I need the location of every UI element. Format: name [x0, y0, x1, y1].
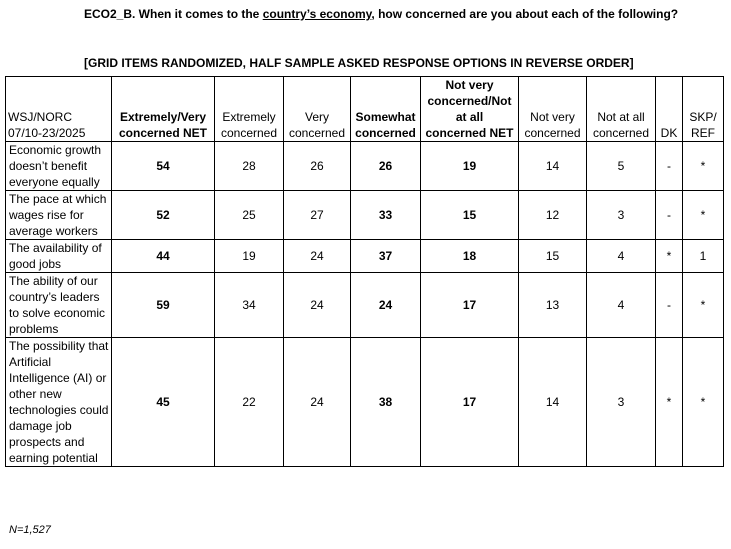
question-underlined: country’s economy — [262, 7, 372, 21]
col-header-not-very — [519, 77, 587, 142]
results-table — [5, 76, 724, 467]
col-header-somewhat — [351, 77, 421, 142]
cell-value: - — [656, 273, 683, 338]
cell-value: 37 — [351, 240, 421, 273]
cell-value: 18 — [421, 240, 519, 273]
cell-value: 1 — [683, 240, 724, 273]
cell-value: 45 — [112, 338, 215, 467]
cell-value: 19 — [421, 142, 519, 191]
cell-value: * — [683, 142, 724, 191]
row-label: The possibility that Artificial Intelligence (AI) or other new technologies could damage job prospects and earning potential — [6, 338, 112, 467]
cell-value: 34 — [215, 273, 284, 338]
col-header-not-very-not-at-all-net — [421, 77, 519, 142]
cell-value: 24 — [284, 338, 351, 467]
cell-value: 13 — [519, 273, 587, 338]
cell-value: 3 — [587, 338, 656, 467]
cell-value: 28 — [215, 142, 284, 191]
cell-value: 17 — [421, 338, 519, 467]
instruction-text: [GRID ITEMS RANDOMIZED, HALF SAMPLE ASKED RESPONSE OPTIONS IN REVERSE ORDER] — [84, 56, 634, 70]
question-text — [84, 6, 684, 22]
row-label: The availability of good jobs — [6, 240, 112, 273]
cell-value: * — [683, 273, 724, 338]
cell-value: 4 — [587, 273, 656, 338]
question-prefix: ECO2_B. When it comes to the — [84, 7, 263, 21]
cell-value: 17 — [421, 273, 519, 338]
cell-value: 19 — [215, 240, 284, 273]
sample-size-note: N=1,527 — [9, 524, 51, 536]
header-line: concerned — [524, 126, 581, 140]
cell-value: 54 — [112, 142, 215, 191]
cell-value: 26 — [351, 142, 421, 191]
cell-value: 33 — [351, 191, 421, 240]
table-row — [6, 240, 724, 273]
header-line: Not very — [445, 78, 494, 92]
cell-value: 25 — [215, 191, 284, 240]
cell-value: 12 — [519, 191, 587, 240]
col-header-dk — [656, 77, 683, 142]
cell-value: - — [656, 191, 683, 240]
col-header-skp-ref — [683, 77, 724, 142]
cell-value: 24 — [351, 273, 421, 338]
cell-value: 24 — [284, 273, 351, 338]
cell-value: 44 — [112, 240, 215, 273]
cell-value: 38 — [351, 338, 421, 467]
cell-value: * — [683, 191, 724, 240]
row-label: The ability of our country’s leaders to solve economic problems — [6, 273, 112, 338]
cell-value: 24 — [284, 240, 351, 273]
header-line: concerned — [220, 126, 278, 140]
header-line: concerned/Not — [427, 94, 512, 108]
header-line: Very — [304, 110, 329, 124]
corner-line: WSJ/NORC — [8, 110, 72, 124]
cell-value: 5 — [587, 142, 656, 191]
table-row — [6, 338, 724, 467]
cell-value: 27 — [284, 191, 351, 240]
table-row — [6, 273, 724, 338]
cell-value: 59 — [112, 273, 215, 338]
header-line: DK — [660, 126, 678, 140]
cell-value: 3 — [587, 191, 656, 240]
cell-value: 52 — [112, 191, 215, 240]
corner-header — [6, 77, 112, 142]
cell-value: 14 — [519, 142, 587, 191]
cell-value: 15 — [421, 191, 519, 240]
cell-value: * — [656, 338, 683, 467]
cell-value: 4 — [587, 240, 656, 273]
cell-value: 26 — [284, 142, 351, 191]
corner-line: 07/10-23/2025 — [8, 126, 86, 140]
cell-value: 15 — [519, 240, 587, 273]
cell-value: * — [683, 338, 724, 467]
table-row — [6, 191, 724, 240]
header-line: Not at all — [597, 110, 645, 124]
header-line: concerned — [355, 126, 416, 140]
header-row — [6, 77, 724, 142]
header-line: concerned NET — [118, 126, 208, 140]
table-row — [6, 142, 724, 191]
cell-value: 22 — [215, 338, 284, 467]
header-line: SKP/ — [689, 110, 717, 124]
row-label: The pace at which wages rise for average workers — [6, 191, 112, 240]
header-line: Extremely — [222, 110, 276, 124]
col-header-extremely-very-net — [112, 77, 215, 142]
header-line: concerned — [592, 126, 650, 140]
col-header-extremely — [215, 77, 284, 142]
header-line: concerned — [288, 126, 346, 140]
header-line: REF — [691, 126, 715, 140]
col-header-not-at-all — [587, 77, 656, 142]
cell-value: - — [656, 142, 683, 191]
cell-value: 14 — [519, 338, 587, 467]
header-line: Extremely/Very — [119, 110, 207, 124]
header-line: Somewhat — [355, 110, 416, 124]
header-line: Not very — [530, 110, 575, 124]
col-header-very — [284, 77, 351, 142]
header-line: concerned NET — [425, 126, 514, 140]
cell-value: * — [656, 240, 683, 273]
row-label: Economic growth doesn’t benefit everyone equally — [6, 142, 112, 191]
header-line: at all — [455, 110, 484, 124]
question-suffix: , how concerned are you about each of the following? — [371, 7, 679, 21]
